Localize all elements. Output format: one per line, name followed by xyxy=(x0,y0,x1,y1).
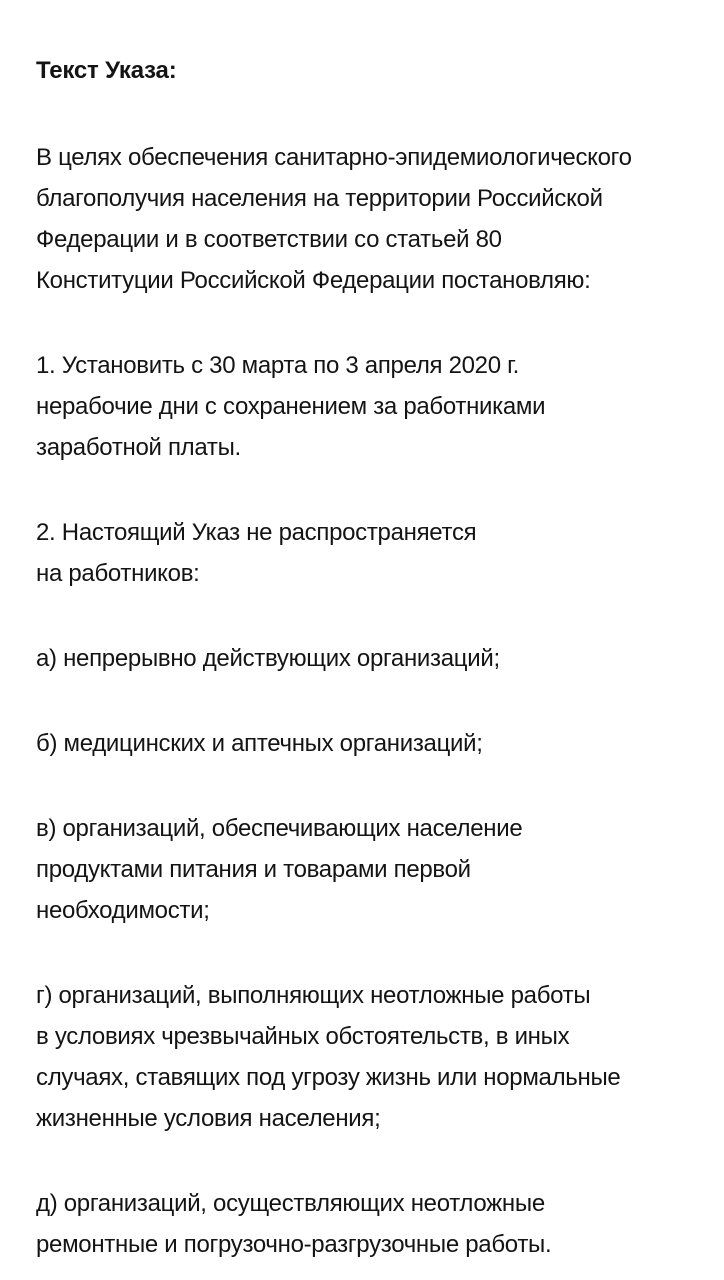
subitem-g-line: в условиях чрезвычайных обстоятельств, в иных xyxy=(36,1023,570,1050)
item-1-line: заработной платы. xyxy=(36,434,241,461)
subitem-d-line: д) организаций, осуществляющих неотложные xyxy=(36,1190,545,1217)
subitem-a-paragraph xyxy=(36,638,694,679)
item-2-line: 2. Настоящий Указ не распространяется xyxy=(36,519,477,546)
item-2-line: на работников: xyxy=(36,560,200,587)
intro-line: Конституции Российской Федерации постановляю: xyxy=(36,267,591,294)
subitem-v-line: необходимости; xyxy=(36,897,210,924)
intro-line: В целях обеспечения санитарно-эпидемиологического xyxy=(36,144,632,171)
subitem-g-line: г) организаций, выполняющих неотложные работы xyxy=(36,982,591,1009)
item-1-paragraph xyxy=(36,345,694,468)
intro-paragraph xyxy=(36,137,694,301)
subitem-v-line: продуктами питания и товарами первой xyxy=(36,856,471,883)
subitem-a-line: а) непрерывно действующих организаций; xyxy=(36,645,500,672)
intro-line: благополучия населения на территории Российской xyxy=(36,185,603,212)
subitem-g-line: случаях, ставящих под угрозу жизнь или нормальные xyxy=(36,1064,621,1091)
subitem-g-line: жизненные условия населения; xyxy=(36,1105,381,1132)
subitem-d-line: ремонтные и погрузочно-разгрузочные работы. xyxy=(36,1231,552,1258)
intro-line: Федерации и в соответствии со статьей 80 xyxy=(36,226,502,253)
item-1-line: нерабочие дни с сохранением за работниками xyxy=(36,393,546,420)
subitem-v-line: в) организаций, обеспечивающих население xyxy=(36,815,523,842)
subitem-v-paragraph xyxy=(36,808,694,931)
subitem-d-paragraph xyxy=(36,1183,694,1265)
subitem-b-line: б) медицинских и аптечных организаций; xyxy=(36,730,483,757)
item-1-line: 1. Установить с 30 марта по 3 апреля 2020 г. xyxy=(36,352,520,379)
item-2-paragraph xyxy=(36,512,694,594)
subitem-g-paragraph xyxy=(36,975,694,1139)
subitem-b-paragraph xyxy=(36,723,694,764)
document-heading: Текст Указа: xyxy=(36,57,177,84)
